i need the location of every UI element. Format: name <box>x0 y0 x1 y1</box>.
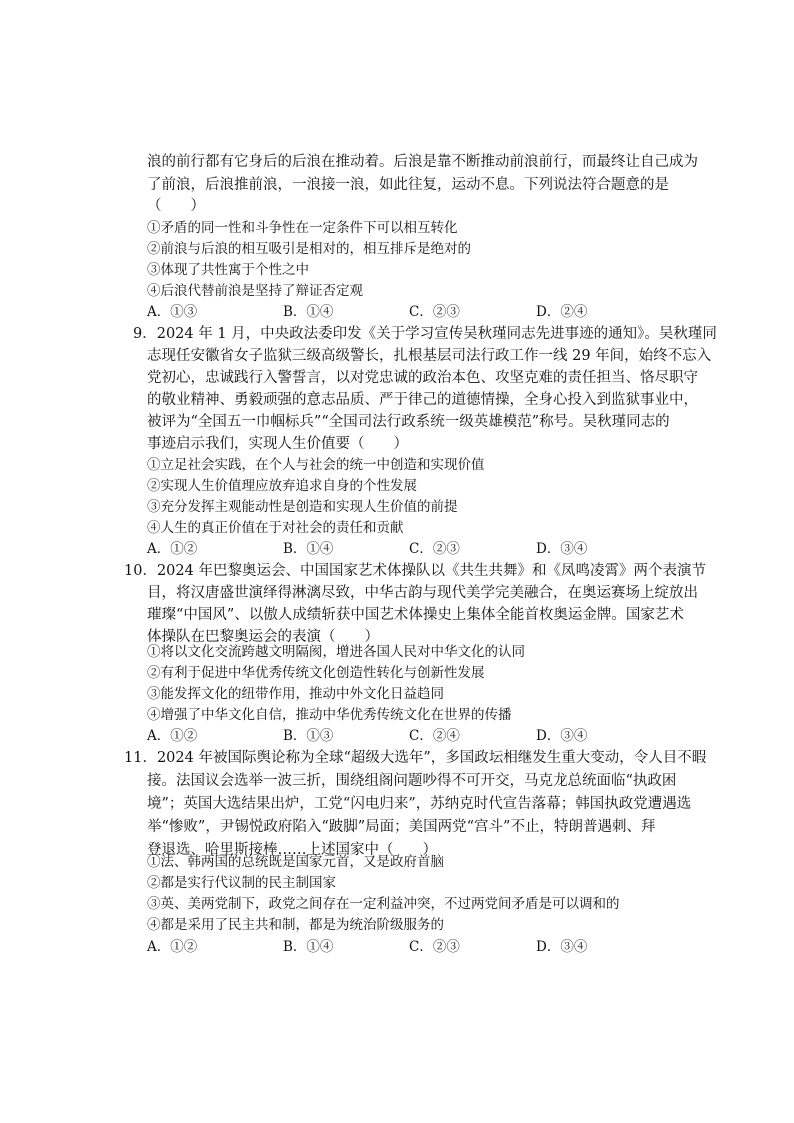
question-9-line: 志现任安徽省女子监狱三级高级警长，扎根基层司法行政工作一线 29 年间，始终不忘入 <box>147 348 712 364</box>
option-2: ②有利于促进中华优秀传统文化创造性转化与创新性发展 <box>147 665 485 681</box>
option-1: ①矛盾的同一性和斗争性在一定条件下可以相互转化 <box>147 220 458 236</box>
option-4: ④后浪代替前浪是坚持了辩证否定观 <box>147 283 363 299</box>
question-9-line: 9．2024 年 1 月，中央政法委印发《关于学习宣传吴秋瑾同志先进事迹的通知》。吴秋瑾同 <box>133 326 717 342</box>
question-10-line: 10．2024 年巴黎奥运会、中国国家艺术体操队以《共生共舞》和《凤鸣凌霄》两个表演节 <box>124 563 706 579</box>
answer-choice-b: B．①④ <box>283 939 334 955</box>
option-1: ①将以文化交流跨越文明隔阂，增进各国人民对中华文化的认同 <box>147 644 525 660</box>
option-1: ①立足社会实践，在个人与社会的统一中创造和实现价值 <box>147 457 485 473</box>
option-2: ②都是实行代议制的民主制国家 <box>147 875 336 891</box>
question-11-line: 接。法国议会选举一波三折，围绕组阁问题吵得不可开交，马克龙总统面临“执政困 <box>147 773 677 789</box>
answer-choice-d: D．③④ <box>536 541 588 557</box>
option-3: ③体现了共性寓于个性之中 <box>147 262 309 278</box>
question-10-line: 璀璨“中国风”、以傲人成绩斩获中国艺术体操史上集体全能首枚奥运金牌。国家艺术 <box>147 607 684 623</box>
answer-choice-c: C．②③ <box>409 939 460 955</box>
answer-choice-b: B．①④ <box>283 304 334 320</box>
question-11-line: 境”；英国大选结果出炉，工党“闪电归来”，苏纳克时代宣告落幕；韩国执政党遭遇选 <box>147 796 692 812</box>
question-9-line: 党初心，忠诚践行入警誓言，以对党忠诚的政治本色、攻坚克难的责任担当、恪尽职守 <box>147 370 698 386</box>
answer-choice-d: D．②④ <box>536 304 588 320</box>
answer-choice-d: D．③④ <box>536 728 588 744</box>
question-11-line: 举“惨败”，尹锡悦政府陷入“跛脚”局面；美国两党“宫斗”不止，特朗普遇刺、拜 <box>147 819 656 835</box>
answer-choice-b: B．①④ <box>283 541 334 557</box>
option-3: ③英、美两党制下，政党之间存在一定利益冲突，不过两党间矛盾是可以调和的 <box>147 896 620 912</box>
question-8-line: 了前浪，后浪推前浪，一浪接一浪，如此往复，运动不息。下列说法符合题意的是 <box>147 177 669 193</box>
question-8-line: 浪的前行都有它身后的后浪在推动着。后浪是靠不断推动前浪前行，而最终让自己成为 <box>147 154 698 170</box>
option-4: ④人生的真正价值在于对社会的责任和贡献 <box>147 520 404 536</box>
answer-choice-c: C．②③ <box>409 541 460 557</box>
question-9-line: 的敬业精神、勇毅顽强的意志品质、严于律己的道德情操，全身心投入到监狱事业中， <box>147 392 698 408</box>
answer-choice-b: B．①③ <box>283 728 334 744</box>
answer-choice-c: C．②③ <box>409 304 460 320</box>
question-8-line: （ ） <box>147 198 205 214</box>
answer-choice-d: D．③④ <box>536 939 588 955</box>
option-2: ②前浪与后浪的相互吸引是相对的，相互排斥是绝对的 <box>147 241 471 257</box>
question-9-line: 事迹启示我们，实现人生价值要（ ） <box>147 436 408 452</box>
question-10-line: 目，将汉唐盛世演绎得淋漓尽致，中华古韵与现代美学完美融合，在奥运赛场上绽放出 <box>147 585 698 601</box>
answer-choice-a: A．①② <box>147 541 198 557</box>
option-4: ④增强了中华文化自信，推动中华优秀传统文化在世界的传播 <box>147 707 512 723</box>
answer-choice-c: C．②④ <box>409 728 460 744</box>
question-10-line: 体操队在巴黎奥运会的表演（ ） <box>147 629 379 645</box>
question-11-line: 登退选、哈里斯接棒……上述国家中（ ） <box>147 842 437 858</box>
question-9-line: 被评为“全国五一巾帼标兵”“全国司法行政系统一级英雄模范”称号。吴秋瑾同志的 <box>147 414 670 430</box>
answer-choice-a: A．①② <box>147 939 198 955</box>
answer-choice-a: A．①③ <box>147 304 198 320</box>
option-4: ④都是采用了民主共和制，都是为统治阶级服务的 <box>147 917 444 933</box>
option-1: ①法、韩两国的总统既是国家元首，又是政府首脑 <box>147 854 444 870</box>
question-11-line: 11．2024 年被国际舆论称为全球“超级大选年”，多国政坛相继发生重大变动，令人目不暇 <box>124 750 707 766</box>
answer-choice-a: A．①② <box>147 728 198 744</box>
option-2: ②实现人生价值理应放弃追求自身的个性发展 <box>147 478 417 494</box>
option-3: ③充分发挥主观能动性是创造和实现人生价值的前提 <box>147 499 458 515</box>
option-3: ③能发挥文化的纽带作用，推动中外文化日益趋同 <box>147 686 444 702</box>
